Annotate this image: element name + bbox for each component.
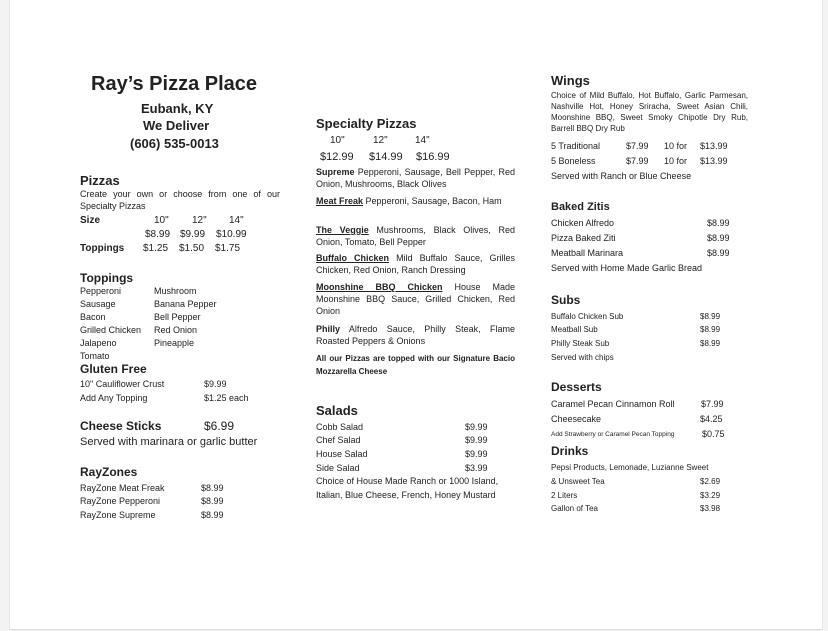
salad-item-name: Cobb Salad: [316, 422, 364, 432]
wings-row-price2: $13.99: [700, 156, 728, 166]
topping-list-right: [154, 285, 217, 349]
rayzone-item-price: $8.99: [201, 483, 224, 493]
pizza-price-14: $10.99: [216, 229, 247, 240]
wings-row-price2: $13.99: [700, 141, 728, 151]
drink-item-price: $3.29: [700, 491, 721, 500]
topping-price-12: $1.50: [179, 243, 205, 254]
specialty-size-10: 10": [330, 135, 345, 146]
salad-item-name: Chef Salad: [316, 435, 361, 445]
location-text: Eubank, KY: [141, 101, 214, 116]
gluten-free-item-price: $1.25 each: [204, 393, 249, 403]
salad-item-name: House Salad: [316, 449, 368, 459]
topping-item: Bell Pepper: [154, 312, 201, 322]
specialty-pizza-desc: Mild Buffalo Sauce, Grilles Chicken, Red Onion, Ranch Dressing: [316, 253, 515, 275]
delivery-text: We Deliver: [143, 118, 210, 133]
specialty-pizza-meat-freak: [316, 195, 515, 207]
drink-item-name: & Unsweet Tea: [551, 477, 605, 486]
topping-item: Mushroom: [154, 286, 197, 296]
salads-heading: Salads: [316, 403, 358, 418]
sub-item-price: $8.99: [700, 312, 721, 321]
topping-item: Banana Pepper: [154, 299, 217, 309]
rayzone-item-name: RayZone Supreme: [80, 510, 156, 520]
baked-zitis-heading: Baked Zitis: [551, 201, 610, 213]
dessert-item-price: $7.99: [701, 399, 724, 409]
cheese-sticks-price: $6.99: [204, 419, 235, 433]
wings-description: Choice of Mild Buffalo, Hot Buffalo, Garlic Parmesan, Nashville Hot, Honey Sriracha, Sweet Asian Chili, Moonshine BBQ, Sweet Smoky Chipotle Dry Rub, Barrell BBQ Dry Rub: [551, 91, 748, 133]
subs-note: Served with chips: [551, 353, 614, 362]
dessert-addon-price: $0.75: [702, 429, 725, 439]
salad-dressing-note: Choice of House Made Ranch or 1000 Island, Italian, Blue Cheese, French, Honey Mustard: [316, 476, 499, 500]
size-10: 10": [154, 215, 169, 226]
menu-page: [9, 0, 823, 630]
specialty-price-14: $16.99: [416, 151, 450, 163]
rayzone-item-price: $8.99: [201, 496, 224, 506]
subs-heading: Subs: [551, 293, 581, 307]
topping-price-10: $1.25: [143, 243, 169, 254]
size-14: 14": [229, 215, 244, 226]
ziti-item-price: $8.99: [707, 233, 730, 243]
wings-heading: Wings: [551, 73, 590, 88]
restaurant-title: Ray’s Pizza Place: [91, 73, 258, 95]
specialty-size-12: 12": [373, 135, 388, 146]
specialty-pizza-buffalo-chicken: [316, 252, 515, 276]
specialty-footnote: All our Pizzas are topped with our Signature Bacio Mozzarella Cheese: [316, 354, 515, 376]
specialty-pizza-moonshine-bbq: [316, 281, 515, 317]
specialty-pizza-name: Moonshine BBQ Chicken: [316, 282, 443, 292]
dessert-addon: Add Strawberry or Caramel Pecan Topping: [551, 431, 675, 438]
topping-item: Tomato: [80, 351, 110, 361]
gluten-free-item-name: 10" Cauliflower Crust: [80, 379, 165, 389]
rayzones-heading: RayZones: [80, 465, 138, 479]
topping-price-14: $1.75: [215, 243, 241, 254]
phone-number: (606) 535-0013: [130, 136, 219, 151]
specialty-pizza-desc: Mushrooms, Black Olives, Red Onion, Tomato, Bell Pepper: [316, 225, 515, 247]
salad-item-price: $9.99: [465, 435, 488, 445]
topping-item: Red Onion: [154, 325, 198, 335]
specialty-pizza-desc: Pepperoni, Sausage, Bacon, Ham: [365, 196, 502, 206]
topping-list-left: [80, 285, 141, 362]
specialty-price-12: $14.99: [369, 151, 403, 163]
topping-item: Pepperoni: [80, 286, 122, 296]
specialty-pizza-name: Philly: [316, 324, 341, 334]
size-label: Size: [80, 215, 101, 226]
salad-item-price: $3.99: [465, 463, 488, 473]
wings-note: Served with Ranch or Blue Cheese: [551, 171, 692, 181]
rayzone-item-name: RayZone Pepperoni: [80, 496, 161, 506]
specialty-pizza-veggie: [316, 224, 515, 248]
ziti-item-name: Chicken Alfredo: [551, 218, 615, 228]
specialty-pizza-supreme: [316, 166, 515, 190]
ziti-note: Served with Home Made Garlic Bread: [551, 263, 703, 273]
ziti-item-name: Meatball Marinara: [551, 248, 624, 258]
salad-item-price: $9.99: [465, 449, 488, 459]
gluten-free-heading: Gluten Free: [80, 362, 147, 376]
gluten-free-item-price: $9.99: [204, 379, 227, 389]
cheese-sticks-note: Served with marinara or garlic butter: [80, 436, 258, 448]
topping-item: Pineapple: [154, 338, 195, 348]
specialty-pizzas-heading: Specialty Pizzas: [316, 116, 417, 131]
drink-item-price: $3.98: [700, 504, 721, 513]
topping-item: Bacon: [80, 312, 106, 322]
specialty-pizza-desc: Alfredo Sauce, Philly Steak, Flame Roasted Peppers & Onions: [316, 324, 515, 346]
drinks-heading: Drinks: [551, 444, 589, 458]
wings-row-name: 5 Traditional: [551, 141, 601, 151]
wings-row-price: $7.99: [626, 141, 649, 151]
specialty-pizza-name: Buffalo Chicken: [316, 253, 390, 263]
sub-item-name: Meatball Sub: [551, 325, 598, 334]
desserts-heading: Desserts: [551, 380, 602, 394]
salad-item-name: Side Salad: [316, 463, 360, 473]
dessert-item-name: Cheesecake: [551, 414, 602, 424]
specialty-size-14: 14": [415, 135, 430, 146]
specialty-pizza-name: The Veggie: [316, 225, 369, 235]
specialty-pizza-desc: Pepperoni, Sausage, Bell Pepper, Red Onion, Mushrooms, Black Olives: [316, 167, 515, 189]
pizzas-description: Create your own or choose from one of our Specialty Pizzas: [80, 189, 280, 211]
drink-item-name: 2 Liters: [551, 491, 578, 500]
drink-item-name: Pepsi Products, Lemonade, Luzianne Sweet: [551, 463, 709, 472]
gluten-free-item-name: Add Any Topping: [80, 393, 148, 403]
cheese-sticks-name: Cheese Sticks: [80, 419, 162, 433]
sub-item-name: Philly Steak Sub: [551, 339, 610, 348]
pizza-price-12: $9.99: [180, 229, 206, 240]
rayzone-item-name: RayZone Meat Freak: [80, 483, 165, 493]
specialty-pizza-philly: [316, 323, 515, 347]
drink-item-price: $2.69: [700, 477, 721, 486]
topping-item: Grilled Chicken: [80, 325, 142, 335]
toppings-heading: Toppings: [80, 271, 134, 285]
topping-item: Sausage: [80, 299, 116, 309]
specialty-pizza-desc: House Made Moonshine BBQ Sauce, Grilled Chicken, Red Onion: [316, 282, 515, 316]
salad-item-price: $9.99: [465, 422, 488, 432]
drink-item-name: Gallon of Tea: [551, 504, 598, 513]
ziti-item-name: Pizza Baked Ziti: [551, 233, 616, 243]
dessert-item-name: Caramel Pecan Cinnamon Roll: [551, 399, 675, 409]
wings-row-qty: 10 for: [664, 141, 688, 151]
size-12: 12": [192, 215, 207, 226]
ziti-item-price: $8.99: [707, 248, 730, 258]
pizzas-heading: Pizzas: [80, 173, 120, 188]
pizza-price-10: $8.99: [145, 229, 171, 240]
wings-row-name: 5 Boneless: [551, 156, 596, 166]
dessert-item-price: $4.25: [700, 414, 723, 424]
ziti-item-price: $8.99: [707, 218, 730, 228]
topping-item: Jalapeno: [80, 338, 117, 348]
sub-item-price: $8.99: [700, 339, 721, 348]
toppings-label: Toppings: [80, 243, 125, 254]
sub-item-name: Buffalo Chicken Sub: [551, 312, 624, 321]
specialty-price-10: $12.99: [320, 151, 354, 163]
wings-row-price: $7.99: [626, 156, 649, 166]
specialty-pizza-name: Meat Freak: [316, 196, 364, 206]
rayzone-item-price: $8.99: [201, 510, 224, 520]
sub-item-price: $8.99: [700, 325, 721, 334]
specialty-pizza-name: Supreme: [316, 167, 355, 177]
wings-row-qty: 10 for: [664, 156, 688, 166]
